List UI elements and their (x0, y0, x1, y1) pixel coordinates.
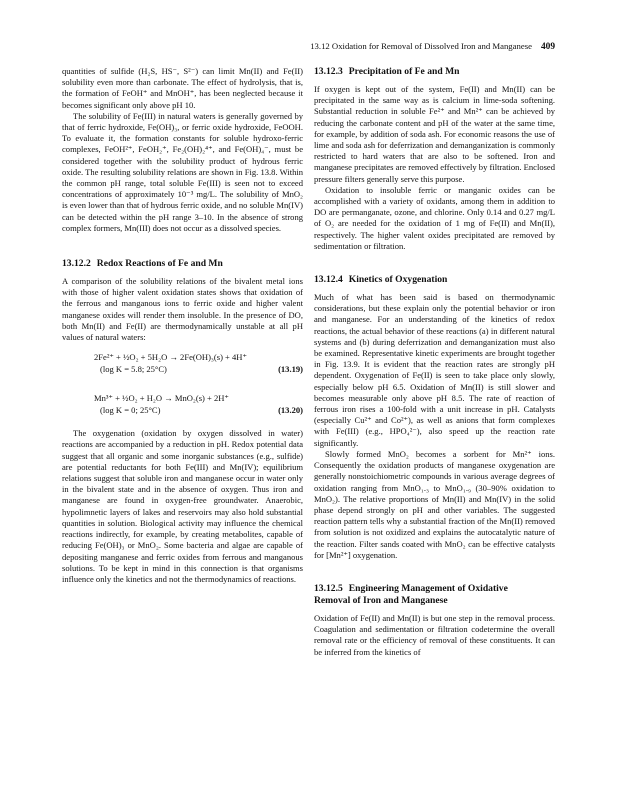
section-heading-kinetics (314, 274, 555, 286)
paragraph-oxygenation: The oxygenation (oxidation by oxygen dissolved in water) reactions are accompanied by a reduction in pH. Redox potential data suggest that all organic and some inorganic substances (e.g., sulfide) are potential reductants for both Fe(III) and Mn(IV); equilibrium relations suggest that soluble iron and manganese occur in water only in the bivalent state and in the absence of oxygen. Thus iron and manganese are found in oxygen-free groundwater. Anaerobic, hypolimnetic layers of lakes and reservoirs may also hold substantial quantities in solution. Biological activity may influence the chemical reactions indirectly, for example, by creating metabolites, capable of reducing Fe(OH)₃ or MnO₂. Some bacteria and algae are capable of depositing manganese and ferric oxides from ferrous and manganous solutions. To be kept in mind in this connection is that organisms influence only the kinetics and not the thermodynamics of reactions. (62, 428, 303, 584)
left-column (62, 66, 303, 585)
equation-reaction: 2Fe²⁺ + ½O₂ + 5H₂O → 2Fe(OH)₃(s) + 4H⁺ (94, 352, 247, 363)
paragraph-kinetics: Much of what has been said is based on thermodynamic considerations, but these explain only the potential behavior or iron and manganese. For an understanding of the kinetics of redox reactions, the actual behavior of these reactions (a) in different natural systems and (b) during deferrization and demanganization must also be examined. Representative kinetic experiments are brought together in Fig. 13.9. It is evident that the reaction rates are strongly pH dependent. Oxygenation of Fe(II) is seen to take place only slowly, especially below pH 6.5. Oxidation of Mn(II) is still slower and becomes measurable only above pH 8.5. The rate of reaction of ferrous iron rises a 100-fold with a unit increase in pH. Catalysts (especially Cu²⁺ and Co²⁺), as well as anions that form complexes with Fe(III) (e.g., HPO₄²⁻), also speed up the reaction rate significantly. (314, 292, 555, 448)
section-title-line-2: Removal of Iron and Manganese (314, 594, 448, 606)
paragraph-engineering: Oxidation of Fe(II) and Mn(II) is but one step in the removal process. Coagulation and sedimentation or filtration codetermine the overall removal rate or the efficiency of removal of these constituents. It can be inferred from the kinetics of (314, 612, 555, 657)
section-heading-redox (62, 258, 303, 270)
right-column (314, 66, 555, 658)
paragraph-mno2-sorbent: Slowly formed MnO₂ becomes a sorbent for Mn²⁺ ions. Consequently the oxidation products of manganese oxygenation are generally nonstoichiometric compounds in various average degrees of oxidation ranging from MnO₁.₃ to MnO₁.₉ (30–90% oxidation to MnO₂). The relative proportions of Mn(II) and Mn(IV) in the solid phase depend strongly on pH and other variables. The suggested reaction pattern tells why a substantial fraction of the Mn(II) removed from solution is not oxidized and explains the autocatalytic nature of the reaction. Filter sands coated with MnO₂ can be effective catalysts for [Mn²⁺] oxygenation. (314, 448, 555, 560)
section-number: 13.12.3 (314, 66, 343, 77)
equation-condition: (log K = 0; 25°C) (100, 405, 161, 416)
paragraph-redox-comparison: A comparison of the solubility relations of the bivalent metal ions with those of higher valent oxidation states shows that oxidation of the ferrous and manganous ions to ferric oxide and higher valent manganese oxides will render them insoluble. In the presence of DO, both Mn(II) and Fe(II) are thermodynamically unstable at all pH values of natural waters: (62, 276, 303, 343)
section-title: Redox Reactions of Fe and Mn (96, 258, 223, 270)
equation-reaction: Mn³⁺ + ½O₂ + H₂O → MnO₂(s) + 2H⁺ (94, 393, 229, 404)
section-title-line-1: Engineering Management of Oxidative (348, 582, 508, 594)
section-number: 13.12.4 (314, 274, 343, 286)
paragraph-feiii-solubility: The solubility of Fe(III) in natural waters is generally governed by that of ferric hydroxide, Fe(OH)₃, or ferric oxide hydroxide, FeOOH. To evaluate it, the formation constants for soluble hydroxo-ferric complexes, FeOH²⁺, FeOH₂⁺, Fe₂(OH)₂⁴⁺, and Fe(OH)₄⁻, must be considered together with the solubility product of hydrous ferric oxide. The resulting solubility relations are shown in Fig. 13.8. Within the common pH range, total soluble Fe(III) is seen not to exceed concentrations of approximately 10⁻³ mg/L. The solubility of MnO₂ is even lower than that of hydrous ferric oxide, and no soluble Mn(IV) can be detected within the pH range 3–10. In the absence of strong complex formers, Mn(III) does not occur as a dissolved species. (62, 110, 303, 233)
equation-13-19 (62, 351, 303, 363)
paragraph-sulfide-solubility: quantities of sulfide (H₂S, HS⁻, S²⁻) can limit Mn(II) and Fe(II) solubility even more than carbonate. The effect of hydrolysis, that is, the formation of FeOH⁺ and MnOH⁺, has been neglected because it becomes significant only above pH 10. (62, 66, 303, 110)
equation-condition: (log K = 5.8; 25°C) (100, 364, 167, 375)
equation-number: (13.20) (278, 405, 303, 416)
paragraph-precipitation: If oxygen is kept out of the system, Fe(II) and Mn(II) can be precipitated in the same way as is calcium in lime-soda softening. Substantial reduction in soluble Fe²⁺ and Mn²⁺ can be achieved by reducing the carbonate content and pH of the water at the same time, for example, by addition of soda ash. For economic reasons the use of lime and soda ash for deferrization and demanganization is commonly restricted to hard waters that are also to be softened. Iron and manganese precipitates are removed effectively by filtration. Enclosed pressure filters generally serve this purpose. (314, 84, 555, 184)
section-title: Kinetics of Oxygenation (348, 274, 448, 286)
running-title: 13.12 Oxidation for Removal of Dissolved Iron and Manganese (310, 41, 532, 51)
section-number: 13.12.2 (62, 258, 91, 270)
paragraph-oxidants: Oxidation to insoluble ferric or manganic oxides can be accomplished with a variety of oxidants, among them in addition to DO are permanganate, ozone, and chlorine. Only 0.14 and 0.27 mg/L of O₂ are needed for the oxidation of 1 mg of Fe(II) and Mn(II), respectively. The higher valent oxides precipitated are removed by sedimentation or filtration. (314, 184, 555, 251)
equation-13-20-condition-line (62, 404, 303, 416)
section-number: 13.12.5 (314, 582, 343, 594)
section-heading-precipitation (314, 66, 555, 78)
page-number: 409 (540, 42, 555, 52)
section-heading-engineering (314, 583, 555, 607)
section-title: Precipitation of Fe and Mn (348, 66, 460, 77)
equation-13-19-condition-line (62, 363, 303, 375)
equation-13-20 (62, 392, 303, 404)
equation-number: (13.19) (278, 364, 303, 375)
running-head (62, 40, 555, 53)
